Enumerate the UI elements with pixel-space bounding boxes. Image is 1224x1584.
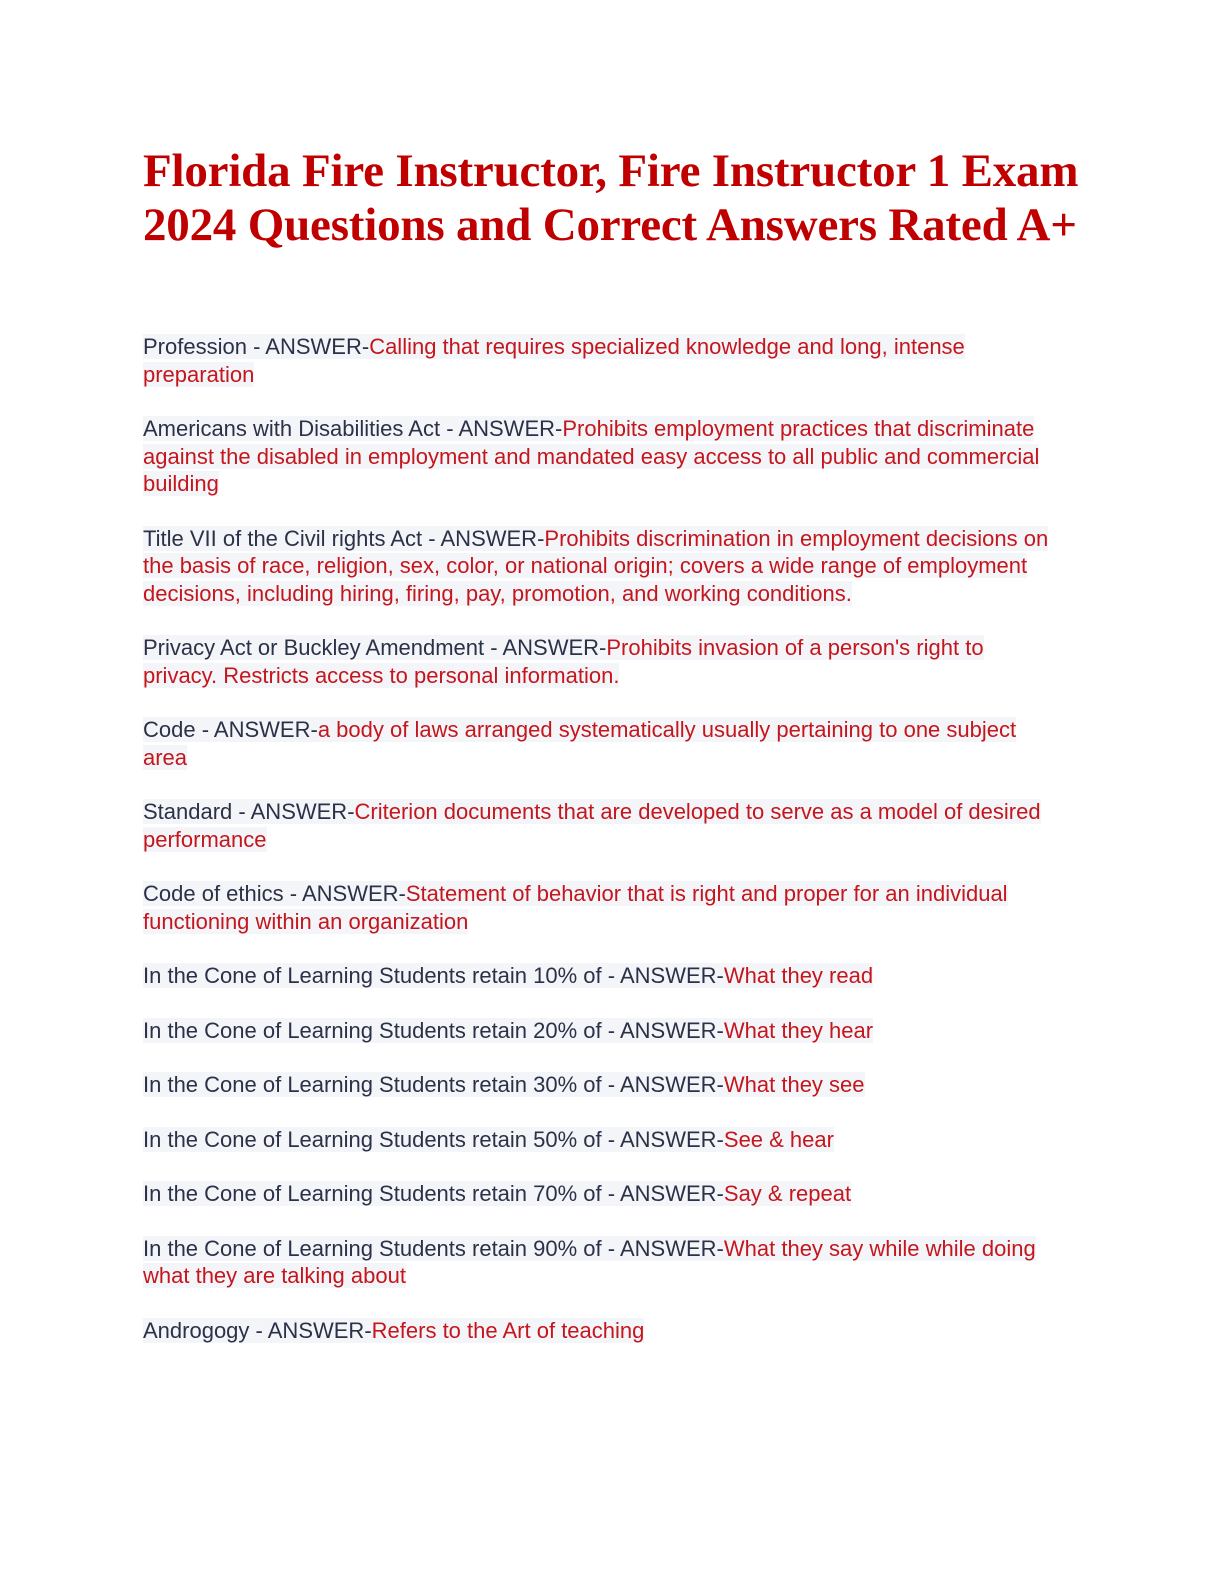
qa-item	[143, 525, 1063, 608]
question-text: Code of ethics	[143, 881, 284, 906]
answer-text: See & hear	[723, 1126, 834, 1152]
answer-text: Criterion documents that are developed to serve as a model of desired performance	[143, 799, 1041, 852]
answer-separator: - ANSWER-	[601, 1072, 724, 1097]
qa-item	[143, 333, 1063, 388]
answer-separator: - ANSWER-	[601, 963, 724, 988]
qa-text	[143, 1318, 644, 1343]
question-text: In the Cone of Learning Students retain 10% of	[143, 963, 602, 988]
answer-text: What they hear	[723, 1017, 874, 1043]
qa-item	[143, 1235, 1063, 1290]
qa-text	[143, 963, 873, 988]
qa-text	[143, 1236, 1036, 1289]
answer-separator: - ANSWER-	[440, 416, 563, 441]
qa-text	[143, 799, 1041, 852]
answer-text: Prohibits discrimination in employment decisions on the basis of race, religion, sex, color, or national origin; covers a wide range of employment decisions, including hiring, firing, pay, promotion, and working conditions.	[143, 525, 1049, 606]
qa-text	[143, 334, 965, 387]
qa-list	[143, 333, 1063, 1371]
qa-text	[143, 1018, 873, 1043]
question-text: In the Cone of Learning Students retain 30% of	[143, 1072, 602, 1097]
answer-text: a body of laws arranged systematically usually pertaining to one subject area	[143, 717, 1017, 770]
question-text: Title VII of the Civil rights Act	[143, 525, 423, 551]
answer-text: What they see	[723, 1072, 865, 1097]
qa-text	[143, 717, 1016, 770]
answer-text: Statement of behavior that is right and proper for an individual functioning within an organization	[143, 881, 1008, 934]
question-text: In the Cone of Learning Students retain 70% of	[143, 1181, 602, 1206]
answer-separator: - ANSWER-	[601, 1126, 724, 1152]
qa-item	[143, 962, 1063, 990]
qa-item	[143, 716, 1063, 771]
qa-item	[143, 634, 1063, 689]
answer-separator: - ANSWER-	[422, 525, 545, 551]
question-text: In the Cone of Learning Students retain 50% of	[143, 1126, 602, 1152]
answer-text: Say & repeat	[723, 1181, 852, 1206]
qa-item	[143, 880, 1063, 935]
answer-separator: - ANSWER-	[283, 881, 406, 906]
answer-separator: - ANSWER-	[601, 1181, 724, 1206]
qa-text	[143, 881, 1008, 934]
answer-separator: - ANSWER-	[195, 717, 318, 742]
qa-item	[143, 1126, 1063, 1154]
qa-item	[143, 1071, 1063, 1099]
answer-separator: - ANSWER-	[246, 334, 370, 359]
qa-text	[143, 416, 1039, 496]
qa-item	[143, 1317, 1063, 1345]
question-text: Profession	[143, 334, 247, 359]
answer-separator: - ANSWER-	[601, 1017, 724, 1043]
answer-text: Prohibits invasion of a person's right to privacy. Restricts access to personal information.	[143, 635, 984, 688]
answer-text: Calling that requires specialized knowledge and long, intense preparation	[143, 334, 965, 387]
qa-text	[143, 1127, 834, 1152]
question-text: Code	[143, 717, 196, 742]
document-title: Florida Fire Instructor, Fire Instructor 1 Exam 2024 Questions and Correct Answers Rated A+	[143, 145, 1079, 251]
qa-item	[143, 415, 1063, 498]
answer-text: Prohibits employment practices that discriminate against the disabled in employment and mandated easy access to all public and commercial building	[143, 416, 1040, 496]
answer-separator: - ANSWER-	[249, 1317, 372, 1343]
answer-text: What they say while while doing what they are talking about	[143, 1235, 1036, 1288]
answer-separator: - ANSWER-	[484, 635, 607, 660]
question-text: Androgogy	[143, 1317, 250, 1343]
answer-separator: - ANSWER-	[601, 1235, 724, 1261]
answer-text: Refers to the Art of teaching	[371, 1317, 645, 1343]
question-text: Americans with Disabilities Act	[143, 416, 441, 441]
answer-separator: - ANSWER-	[232, 799, 355, 824]
question-text: Standard	[143, 799, 233, 824]
question-text: In the Cone of Learning Students retain 20% of	[143, 1017, 602, 1043]
question-text: In the Cone of Learning Students retain 90% of	[143, 1235, 602, 1261]
qa-text	[143, 1181, 851, 1206]
answer-text: What they read	[723, 963, 874, 988]
qa-text	[143, 526, 1048, 606]
qa-item	[143, 1017, 1063, 1045]
qa-item	[143, 1180, 1063, 1208]
question-text: Privacy Act or Buckley Amendment	[143, 635, 485, 660]
qa-text	[143, 1072, 865, 1097]
qa-text	[143, 635, 984, 688]
qa-item	[143, 798, 1063, 853]
